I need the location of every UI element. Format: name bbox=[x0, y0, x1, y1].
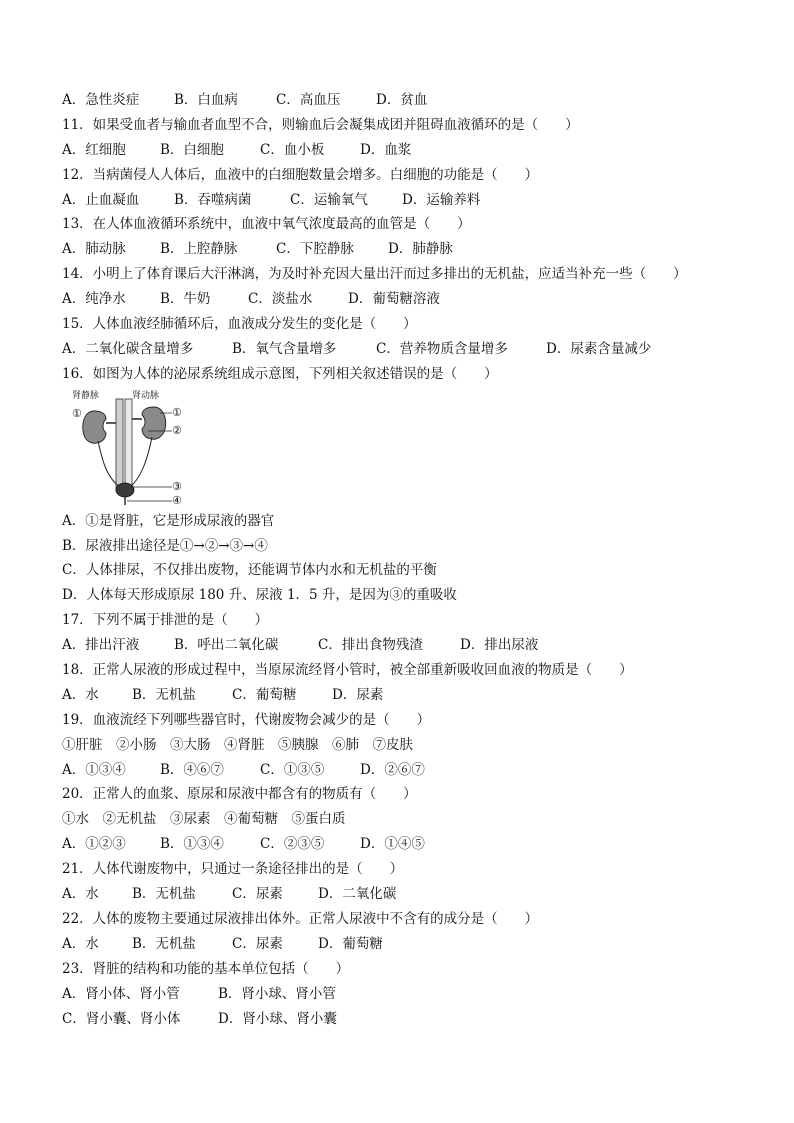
option: C．②③⑤ bbox=[260, 836, 325, 853]
option: A．水 bbox=[62, 886, 99, 903]
text-line: 21．人体代谢废物中，只通过一条途径排出的是（ ） bbox=[62, 861, 404, 878]
options-row bbox=[62, 882, 742, 907]
option: D．葡萄糖溶液 bbox=[348, 291, 440, 308]
option: C．下腔静脉 bbox=[276, 241, 354, 258]
text-line: A．①是肾脏，它是形成尿液的器官 bbox=[62, 512, 275, 529]
option: C．排出食物残渣 bbox=[318, 637, 423, 654]
option: D．②⑥⑦ bbox=[360, 761, 425, 778]
text-line: C．人体排尿，不仅排出废物，还能调节体内水和无机盐的平衡 bbox=[62, 562, 437, 579]
label-bladder: ③ bbox=[172, 479, 182, 493]
urinary-system-diagram bbox=[72, 389, 182, 507]
text-line: 12．当病菌侵人人体后，血液中的白细胞数量会增多。白细胞的功能是（ ） bbox=[62, 166, 539, 183]
option: D．血浆 bbox=[360, 141, 412, 158]
option: C．尿素 bbox=[232, 935, 283, 952]
option: D．运输养料 bbox=[402, 191, 481, 208]
option: C．尿素 bbox=[232, 886, 283, 903]
option: C．肾小囊、肾小体 bbox=[62, 1010, 181, 1027]
label-urethra: ④ bbox=[172, 493, 182, 507]
text-line: 22．人体的废物主要通过尿液排出体外。正常人尿液中不含有的成分是（ ） bbox=[62, 910, 539, 927]
option: B．①③④ bbox=[160, 836, 224, 853]
option: A．红细胞 bbox=[62, 141, 126, 158]
text-line: 16．如图为人体的泌尿系统组成示意图，下列相关叙述错误的是（ ） bbox=[62, 365, 498, 382]
option: B．吞噬病菌 bbox=[174, 191, 252, 208]
option: D．肾小球、肾小囊 bbox=[218, 1010, 337, 1027]
option: B．肾小球、肾小管 bbox=[218, 985, 336, 1002]
option: B．无机盐 bbox=[132, 935, 196, 952]
option: A．肺动脉 bbox=[62, 241, 126, 258]
text-line: ①水 ②无机盐 ③尿素 ④葡萄糖 ⑤蛋白质 bbox=[62, 811, 346, 828]
text-line: 18．正常人尿液的形成过程中，当原尿流经肾小管时，被全部重新吸收回血液的物质是（ ） bbox=[62, 662, 633, 679]
option: D．肺静脉 bbox=[388, 241, 453, 258]
option: D．尿素含量减少 bbox=[546, 340, 652, 357]
text-line: B．尿液排出途径是①→②→③→④ bbox=[62, 537, 268, 554]
options-row bbox=[62, 633, 742, 658]
option: C．葡萄糖 bbox=[232, 686, 297, 703]
option: A．纯净水 bbox=[62, 291, 126, 308]
option: C．淡盐水 bbox=[248, 291, 313, 308]
text-line: D．人体每天形成原尿 180 升、尿液 1．5 升，是因为③的重吸收 bbox=[62, 587, 457, 604]
options-row bbox=[62, 1007, 742, 1032]
option: A．二氧化碳含量增多 bbox=[62, 340, 194, 357]
options-row bbox=[62, 88, 742, 113]
option: D．排出尿液 bbox=[460, 637, 539, 654]
option: A．①③④ bbox=[62, 761, 126, 778]
options-row bbox=[62, 188, 742, 213]
urinary-system-figure bbox=[72, 389, 182, 507]
options-row bbox=[62, 237, 742, 262]
text-line: 11．如果受血者与输血者血型不合，则输血后会凝集成团并阻碍血液循环的是（ ） bbox=[62, 116, 579, 133]
exam-content bbox=[62, 88, 742, 1031]
options-row bbox=[62, 337, 742, 362]
text-line: 23．肾脏的结构和功能的基本单位包括（ ） bbox=[62, 960, 350, 977]
label-kidney-right: ① bbox=[172, 405, 182, 419]
options-row bbox=[62, 758, 742, 783]
option: B．呼出二氧化碳 bbox=[174, 637, 279, 654]
text-line: 13．在人体血液循环系统中，血液中氧气浓度最高的血管是（ ） bbox=[62, 216, 471, 233]
option: C．①③⑤ bbox=[260, 761, 325, 778]
option: D．贫血 bbox=[376, 92, 428, 108]
options-row bbox=[62, 832, 742, 857]
option: B．无机盐 bbox=[132, 886, 196, 903]
text-line: 20．正常人的血浆、原尿和尿液中都含有的物质有（ ） bbox=[62, 786, 417, 803]
option: A．止血凝血 bbox=[62, 191, 140, 208]
options-row bbox=[62, 982, 742, 1007]
option: B．上腔静脉 bbox=[160, 241, 238, 258]
text-line: 14．小明上了体育课后大汗淋漓，为及时补充因大量出汗而过多排出的无机盐，应适当补充一些（ ） bbox=[62, 266, 687, 283]
option: A．①②③ bbox=[62, 836, 126, 853]
option: B．无机盐 bbox=[132, 686, 196, 703]
text-line: 15．人体血液经肺循环后，血液成分发生的变化是（ ） bbox=[62, 316, 417, 333]
options-row bbox=[62, 683, 742, 708]
option: A．急性炎症 bbox=[62, 92, 140, 108]
option: B．白血病 bbox=[174, 92, 238, 108]
option: C．血小板 bbox=[260, 141, 325, 158]
option: D．尿素 bbox=[332, 686, 384, 703]
option: A．肾小体、肾小管 bbox=[62, 985, 180, 1002]
option: C．高血压 bbox=[276, 92, 341, 108]
label-renal-vein: 肾静脉 bbox=[72, 390, 100, 401]
option: C．运输氧气 bbox=[290, 191, 368, 208]
options-row bbox=[62, 287, 742, 312]
option: A．排出汗液 bbox=[62, 637, 140, 654]
text-line: 19．血液流经下列哪些器官时，代谢废物会减少的是（ ） bbox=[62, 711, 431, 728]
options-row bbox=[62, 932, 742, 957]
options-row bbox=[62, 138, 742, 163]
option: B．④⑥⑦ bbox=[160, 761, 224, 778]
text-line: ①肝脏 ②小肠 ③大肠 ④肾脏 ⑤胰腺 ⑥肺 ⑦皮肤 bbox=[62, 736, 413, 753]
label-renal-artery: 肾动脉 bbox=[132, 390, 160, 401]
option: A．水 bbox=[62, 935, 99, 952]
text-line: 17．下列不属于排泄的是（ ） bbox=[62, 612, 269, 629]
label-ureter: ② bbox=[172, 423, 182, 437]
label-kidney-left: ① bbox=[72, 406, 82, 420]
option: C．营养物质含量增多 bbox=[376, 340, 508, 357]
option: D．葡萄糖 bbox=[318, 935, 383, 952]
option: B．牛奶 bbox=[160, 291, 211, 308]
option: D．①④⑤ bbox=[360, 836, 425, 853]
option: D．二氧化碳 bbox=[318, 886, 397, 903]
option: B．氧气含量增多 bbox=[232, 340, 337, 357]
option: B．白细胞 bbox=[160, 141, 224, 158]
option: A．水 bbox=[62, 686, 99, 703]
